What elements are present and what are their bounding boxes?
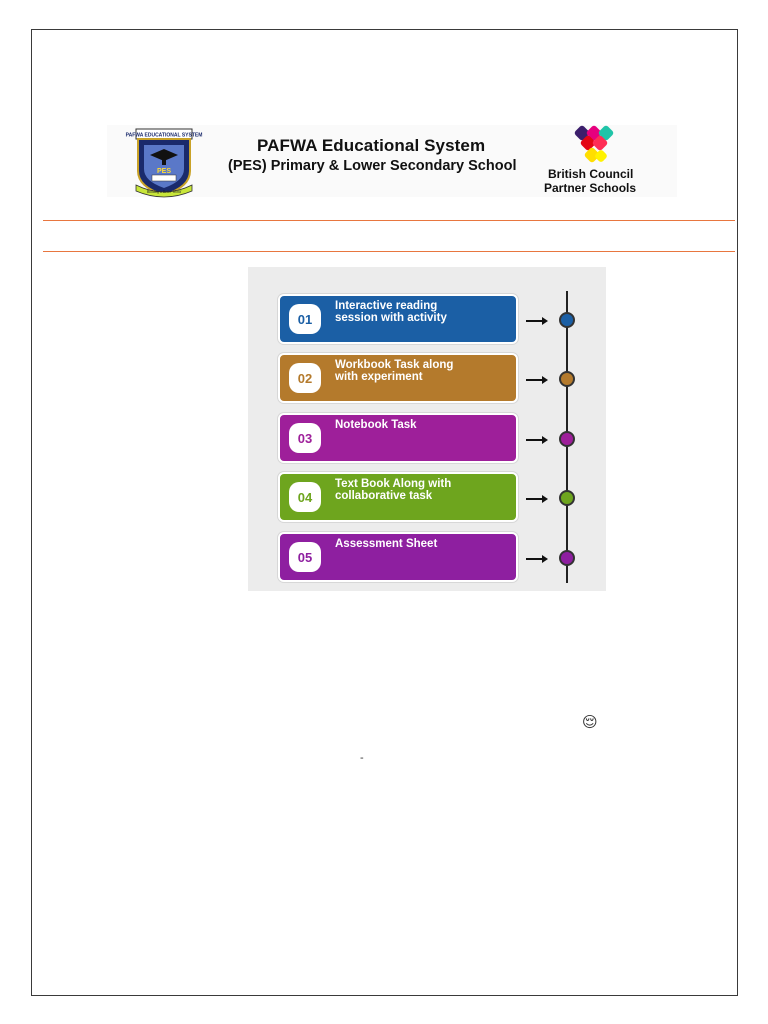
header-rule-bottom <box>43 251 735 252</box>
arrow-icon <box>526 320 546 322</box>
timeline-dot-3 <box>559 431 575 447</box>
step-card-3 <box>278 413 518 463</box>
british-council-icon <box>570 125 618 169</box>
step-text-5 <box>335 538 510 550</box>
document-page <box>31 29 738 996</box>
arrow-icon <box>526 379 546 381</box>
step-card-1 <box>278 294 518 344</box>
timeline-dot-4 <box>559 490 575 506</box>
learning-steps-graphic <box>248 267 606 591</box>
step-card-4 <box>278 472 518 522</box>
step-number-4: 04 <box>289 482 321 512</box>
step-2-line-2: with experiment <box>335 371 423 383</box>
step-number-1: 01 <box>289 304 321 334</box>
step-3-line-1: Notebook Task <box>335 419 417 431</box>
crest-motto: Building a Better World <box>146 190 182 194</box>
arrow-icon <box>526 439 546 441</box>
relieved-face-icon: 😌 <box>582 713 598 731</box>
step-1-line-2: session with activity <box>335 312 447 324</box>
step-text-4 <box>335 478 510 502</box>
step-number-3: 03 <box>289 423 321 453</box>
step-2-line-1: Workbook Task along <box>335 359 454 371</box>
crest-initials: PES <box>156 168 172 175</box>
timeline-dot-5 <box>559 550 575 566</box>
step-number-5: 05 <box>289 542 321 572</box>
step-5-line-1: Assessment Sheet <box>335 538 438 550</box>
step-4-line-1: Text Book Along with <box>335 478 452 490</box>
school-name: PAFWA Educational System <box>257 136 486 155</box>
step-number-2: 02 <box>289 363 321 393</box>
partner-line-2: Partner Schools <box>544 181 637 195</box>
step-card-5 <box>278 532 518 582</box>
arrow-icon <box>526 498 546 500</box>
timeline-dot-2 <box>559 371 575 387</box>
arrow-icon <box>526 558 546 560</box>
school-subtitle: (PES) Primary & Lower Secondary School <box>228 158 517 174</box>
timeline-dot-1 <box>559 312 575 328</box>
step-text-2 <box>335 359 510 383</box>
step-card-2 <box>278 353 518 403</box>
step-4-line-2: collaborative task <box>335 490 433 502</box>
step-text-3 <box>335 419 510 431</box>
crest-banner-text: PAFWA EDUCATIONAL SYSTEM <box>125 132 203 139</box>
step-text-1 <box>335 300 510 324</box>
step-1-line-1: Interactive reading <box>335 300 438 312</box>
partner-line-1: British Council <box>548 167 634 181</box>
dash-mark: - <box>360 752 364 764</box>
header-rule-top <box>43 220 735 221</box>
school-crest-icon <box>125 127 203 199</box>
